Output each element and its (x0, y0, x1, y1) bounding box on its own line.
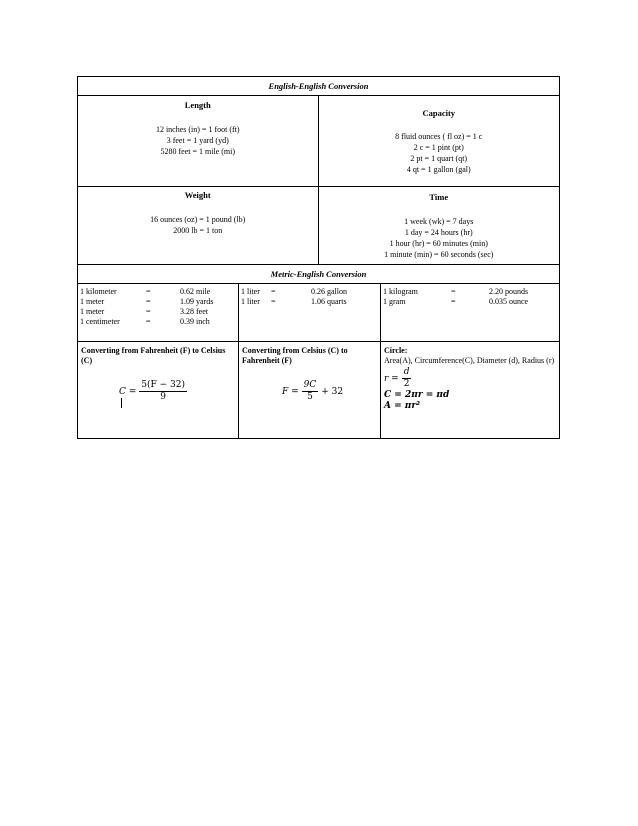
metric-conversion (80, 317, 236, 327)
capacity-cell (319, 96, 560, 186)
metric-conversion (383, 287, 557, 297)
metric-capacity-cell (239, 284, 381, 341)
metric-to: 1.09 yards (180, 297, 214, 306)
c-to-f-title: Converting from Celsius (C) to Fahrenheit (F) (242, 346, 348, 365)
radius-numerator: d (403, 367, 410, 377)
metric-row (78, 284, 559, 342)
time-cell (319, 187, 560, 264)
metric-equals: = (146, 317, 151, 326)
time-title: Time (429, 192, 449, 202)
c-to-f-numerator: 9C (303, 380, 317, 390)
metric-from: 1 centimeter (80, 317, 120, 326)
area-formula: A = πr² (384, 401, 421, 411)
circumference-formula: C = 2πr = πd (384, 390, 450, 400)
metric-from: 1 meter (80, 297, 105, 306)
f-to-c-formula (119, 380, 235, 403)
f-to-c-title: Converting from Fahrenheit (F) to Celsius (C) (81, 346, 226, 365)
time-line: 1 day = 24 hours (hr) (404, 228, 473, 237)
capacity-line: 4 qt = 1 gallon (gal) (406, 165, 471, 174)
text-cursor (121, 398, 122, 408)
length-line: 12 inches (in) = 1 foot (ft) (155, 125, 240, 134)
metric-conversion (383, 297, 557, 307)
metric-from: 1 liter (241, 297, 260, 306)
metric-from: 1 meter (80, 307, 105, 316)
metric-to: 1.06 quarts (311, 297, 347, 306)
weight-cell (78, 187, 319, 264)
metric-weight-cell (381, 284, 559, 341)
metric-equals: = (146, 287, 151, 296)
f-to-c-numerator: 5(F − 32) (141, 380, 186, 390)
length-line: 5280 feet = 1 mile (mi) (160, 147, 235, 156)
radius-denominator: 2 (403, 379, 410, 389)
c-to-f-fraction (302, 380, 319, 403)
metric-length-cell (78, 284, 239, 341)
metric-conversion (80, 287, 236, 297)
metric-from: 1 liter (241, 287, 260, 296)
metric-banner-row (78, 265, 559, 284)
metric-banner: Metric-English Conversion (270, 269, 367, 279)
metric-conversion (80, 307, 236, 317)
english-banner: English-English Conversion (268, 81, 369, 91)
metric-to: 0.62 mile (180, 287, 211, 296)
weight-title: Weight (184, 190, 211, 200)
f-to-c-fraction (139, 380, 187, 403)
f-to-c-cell (78, 342, 239, 438)
f-to-c-denominator: 9 (160, 392, 167, 402)
capacity-title: Capacity (422, 108, 456, 118)
metric-equals: = (146, 297, 151, 306)
length-title: Length (184, 100, 211, 110)
circle-title: Circle: (384, 346, 408, 355)
capacity-line: 2 pt = 1 quart (qt) (410, 154, 468, 163)
english-banner-row (78, 77, 559, 96)
circle-description: Area(A), Circumference(C), Diameter (d), Radius (r) (384, 356, 555, 365)
length-cell (78, 96, 319, 186)
radius-lhs: r = (384, 373, 399, 384)
metric-to: 0.26 gallon (311, 287, 347, 296)
metric-equals: = (271, 287, 276, 296)
metric-conversion (241, 287, 378, 297)
time-line: 1 minute (min) = 60 seconds (sec) (384, 250, 494, 259)
metric-to: 2.20 pounds (489, 287, 529, 296)
metric-to: 0.39 inch (180, 317, 210, 326)
time-line: 1 week (wk) = 7 days (404, 217, 474, 226)
formula-row (78, 342, 559, 438)
c-to-f-cell (239, 342, 381, 438)
metric-conversion (241, 297, 378, 307)
c-to-f-formula (282, 380, 377, 403)
c-to-f-rhs: + 32 (321, 386, 344, 397)
metric-equals: = (146, 307, 151, 316)
metric-equals: = (271, 297, 276, 306)
time-line: 1 hour (hr) = 60 minutes (min) (389, 239, 488, 248)
weight-line: 16 ounces (oz) = 1 pound (lb) (150, 215, 246, 224)
length-capacity-row (78, 96, 559, 187)
metric-equals: = (451, 287, 456, 296)
length-line: 3 feet = 1 yard (yd) (166, 136, 229, 145)
weight-line: 2000 lb = 1 ton (173, 226, 223, 235)
metric-to: 3.28 feet (180, 307, 208, 316)
metric-to: 0.035 ounce (489, 297, 529, 306)
metric-from: 1 gram (383, 297, 406, 306)
capacity-line: 8 fluid ounces ( fl oz) = 1 c (395, 132, 483, 141)
weight-time-row (78, 187, 559, 265)
metric-equals: = (451, 297, 456, 306)
circle-cell (381, 342, 559, 438)
metric-conversion (80, 297, 236, 307)
metric-from: 1 kilometer (80, 287, 117, 296)
f-to-c-lhs: C = (119, 386, 137, 397)
radius-formula (384, 367, 556, 390)
capacity-line: 2 c = 1 pint (pt) (413, 143, 464, 152)
c-to-f-lhs: F = (282, 386, 299, 397)
c-to-f-denominator: 5 (307, 392, 313, 402)
metric-from: 1 kilogram (383, 287, 418, 296)
radius-fraction (402, 367, 412, 390)
conversion-table (77, 76, 560, 439)
